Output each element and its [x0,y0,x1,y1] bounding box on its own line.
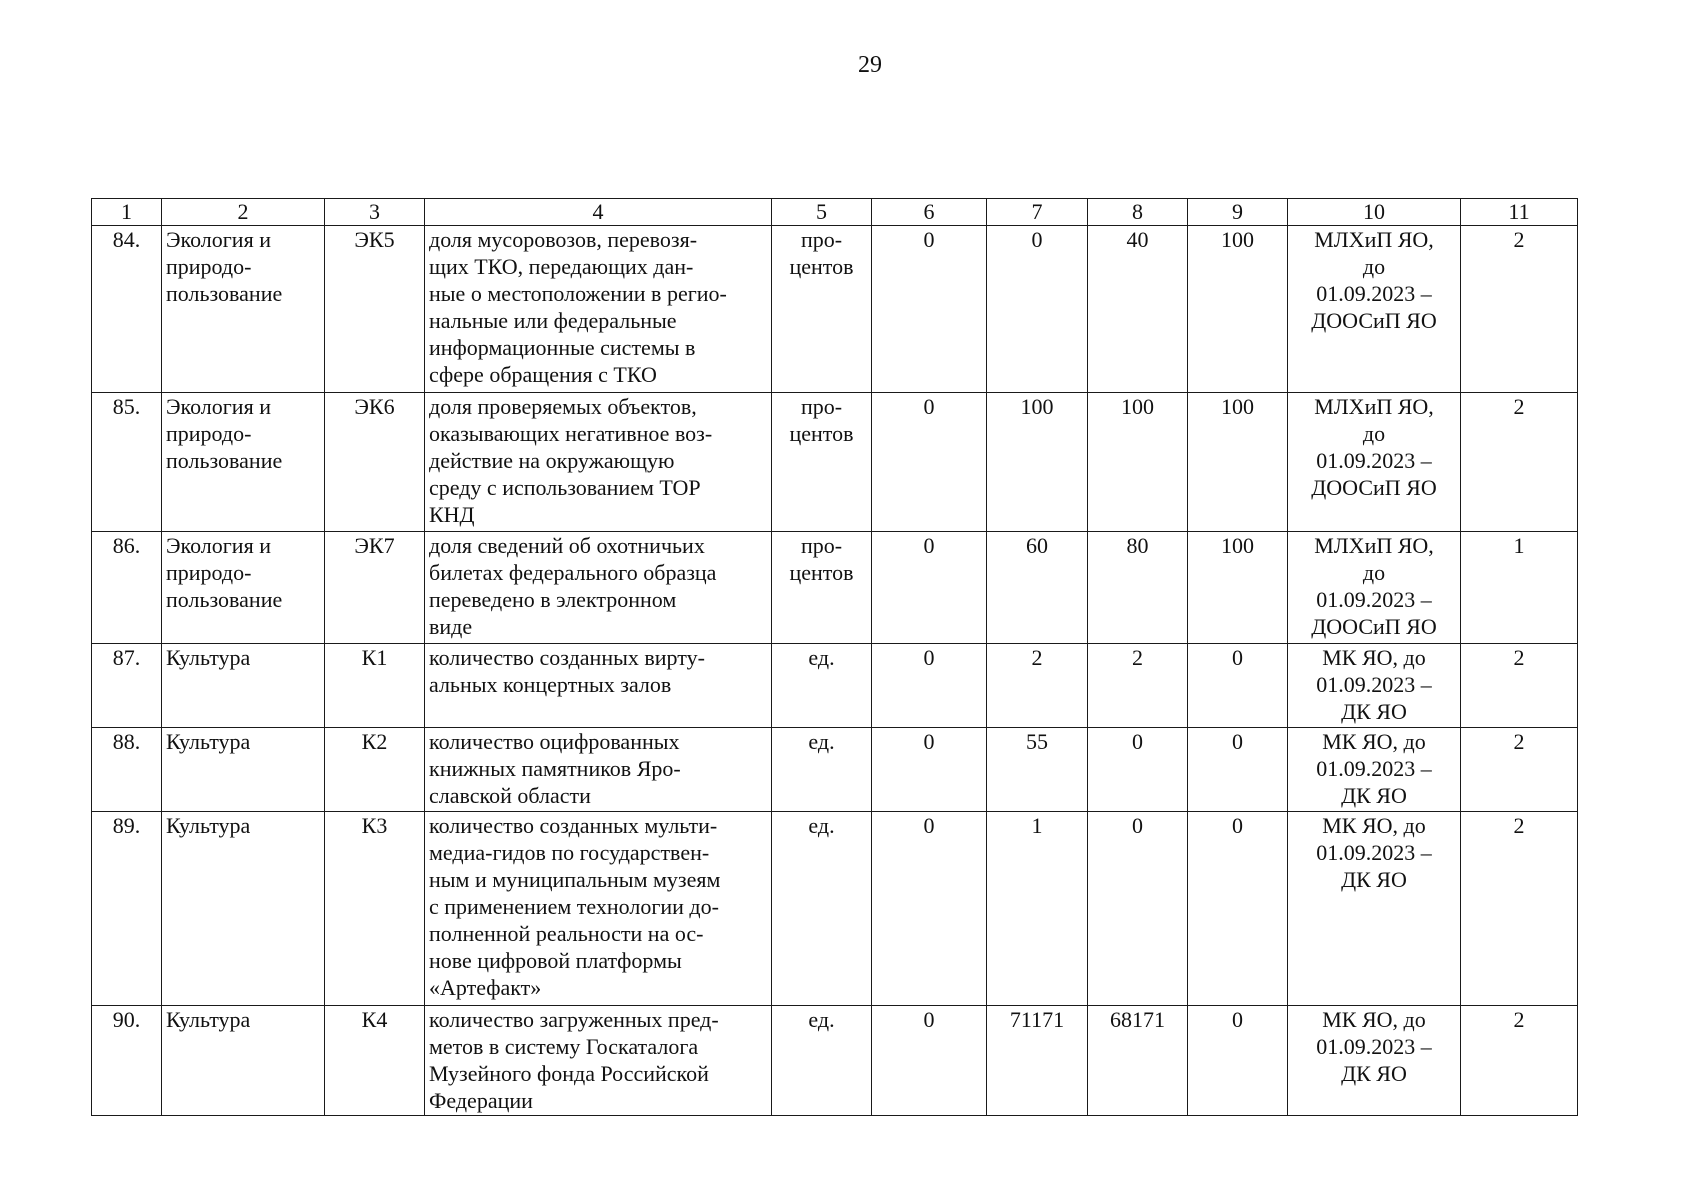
value-cell: 0 [872,728,987,812]
priority-cell: 2 [1461,728,1578,812]
table-row [92,812,1578,1006]
page-number: 29 [858,52,882,78]
sphere-cell: Культура [162,728,325,812]
table-row [92,728,1578,812]
value-cell: 100 [1188,532,1288,644]
value-cell: 0 [1188,812,1288,1006]
indicator-name-cell: доля сведений об охотничьих билетах федерального образца переведено в электронном виде [425,532,772,644]
priority-cell: 2 [1461,644,1578,728]
header-cell: 10 [1288,199,1461,226]
value-cell: 0 [1188,1006,1288,1116]
header-cell: 11 [1461,199,1578,226]
header-cell: 2 [162,199,325,226]
row-number: 88. [92,728,162,812]
table-row [92,532,1578,644]
value-cell: 0 [1088,812,1188,1006]
header-cell: 3 [325,199,425,226]
header-cell: 6 [872,199,987,226]
value-cell: 80 [1088,532,1188,644]
indicators-table [91,198,1578,1116]
responsible-cell: МК ЯО, до 01.09.2023 – ДК ЯО [1288,728,1461,812]
code-cell: К4 [325,1006,425,1116]
indicator-name-cell: количество созданных вирту- альных концертных залов [425,644,772,728]
sphere-cell: Культура [162,1006,325,1116]
value-cell: 0 [872,644,987,728]
value-cell: 0 [872,812,987,1006]
value-cell: 60 [987,532,1088,644]
indicator-name-cell: количество созданных мульти- медиа-гидов по государствен- ным и муниципальным музеям с применением технологии до- полненной реальности на ос- нове цифровой платформы «Артефакт» [425,812,772,1006]
value-cell: 2 [987,644,1088,728]
header-cell: 7 [987,199,1088,226]
code-cell: ЭК7 [325,532,425,644]
value-cell: 0 [872,226,987,393]
value-cell: 71171 [987,1006,1088,1116]
row-number: 86. [92,532,162,644]
value-cell: 100 [987,393,1088,532]
unit-cell: ед. [772,812,872,1006]
responsible-cell: МЛХиП ЯО, до 01.09.2023 – ДООСиП ЯО [1288,532,1461,644]
unit-cell: про- центов [772,226,872,393]
priority-cell: 2 [1461,226,1578,393]
value-cell: 1 [987,812,1088,1006]
responsible-cell: МК ЯО, до 01.09.2023 – ДК ЯО [1288,644,1461,728]
sphere-cell: Культура [162,644,325,728]
code-cell: ЭК5 [325,226,425,393]
table-row [92,1006,1578,1116]
code-cell: ЭК6 [325,393,425,532]
sphere-cell: Экология и природо- пользование [162,532,325,644]
value-cell: 55 [987,728,1088,812]
indicator-name-cell: количество загруженных пред- метов в систему Госкаталога Музейного фонда Российской Федерации [425,1006,772,1116]
code-cell: К3 [325,812,425,1006]
code-cell: К2 [325,728,425,812]
value-cell: 0 [872,532,987,644]
row-number: 85. [92,393,162,532]
row-number: 89. [92,812,162,1006]
header-row [92,199,1578,226]
indicator-name-cell: доля проверяемых объектов, оказывающих негативное воз- действие на окружающую среду с использованием ТОР КНД [425,393,772,532]
sphere-cell: Экология и природо- пользование [162,393,325,532]
indicator-name-cell: доля мусоровозов, перевозя- щих ТКО, передающих дан- ные о местоположении в регио- нальные или федеральные информационные системы в сфере обращения с ТКО [425,226,772,393]
sphere-cell: Экология и природо- пользование [162,226,325,393]
value-cell: 100 [1188,393,1288,532]
table-row [92,644,1578,728]
value-cell: 0 [1188,728,1288,812]
priority-cell: 1 [1461,532,1578,644]
unit-cell: про- центов [772,532,872,644]
sphere-cell: Культура [162,812,325,1006]
header-cell: 9 [1188,199,1288,226]
value-cell: 0 [1088,728,1188,812]
code-cell: К1 [325,644,425,728]
responsible-cell: МЛХиП ЯО, до 01.09.2023 – ДООСиП ЯО [1288,393,1461,532]
priority-cell: 2 [1461,393,1578,532]
value-cell: 100 [1088,393,1188,532]
header-cell: 8 [1088,199,1188,226]
responsible-cell: МЛХиП ЯО, до 01.09.2023 – ДООСиП ЯО [1288,226,1461,393]
unit-cell: ед. [772,644,872,728]
header-cell: 1 [92,199,162,226]
header-cell: 5 [772,199,872,226]
priority-cell: 2 [1461,812,1578,1006]
responsible-cell: МК ЯО, до 01.09.2023 – ДК ЯО [1288,812,1461,1006]
value-cell: 2 [1088,644,1188,728]
value-cell: 0 [872,393,987,532]
table-row [92,393,1578,532]
value-cell: 0 [987,226,1088,393]
unit-cell: ед. [772,1006,872,1116]
unit-cell: про- центов [772,393,872,532]
value-cell: 0 [872,1006,987,1116]
table-row [92,226,1578,393]
header-cell: 4 [425,199,772,226]
indicator-name-cell: количество оцифрованных книжных памятников Яро- славской области [425,728,772,812]
row-number: 90. [92,1006,162,1116]
value-cell: 0 [1188,644,1288,728]
priority-cell: 2 [1461,1006,1578,1116]
value-cell: 68171 [1088,1006,1188,1116]
unit-cell: ед. [772,728,872,812]
row-number: 84. [92,226,162,393]
row-number: 87. [92,644,162,728]
responsible-cell: МК ЯО, до 01.09.2023 – ДК ЯО [1288,1006,1461,1116]
value-cell: 100 [1188,226,1288,393]
value-cell: 40 [1088,226,1188,393]
